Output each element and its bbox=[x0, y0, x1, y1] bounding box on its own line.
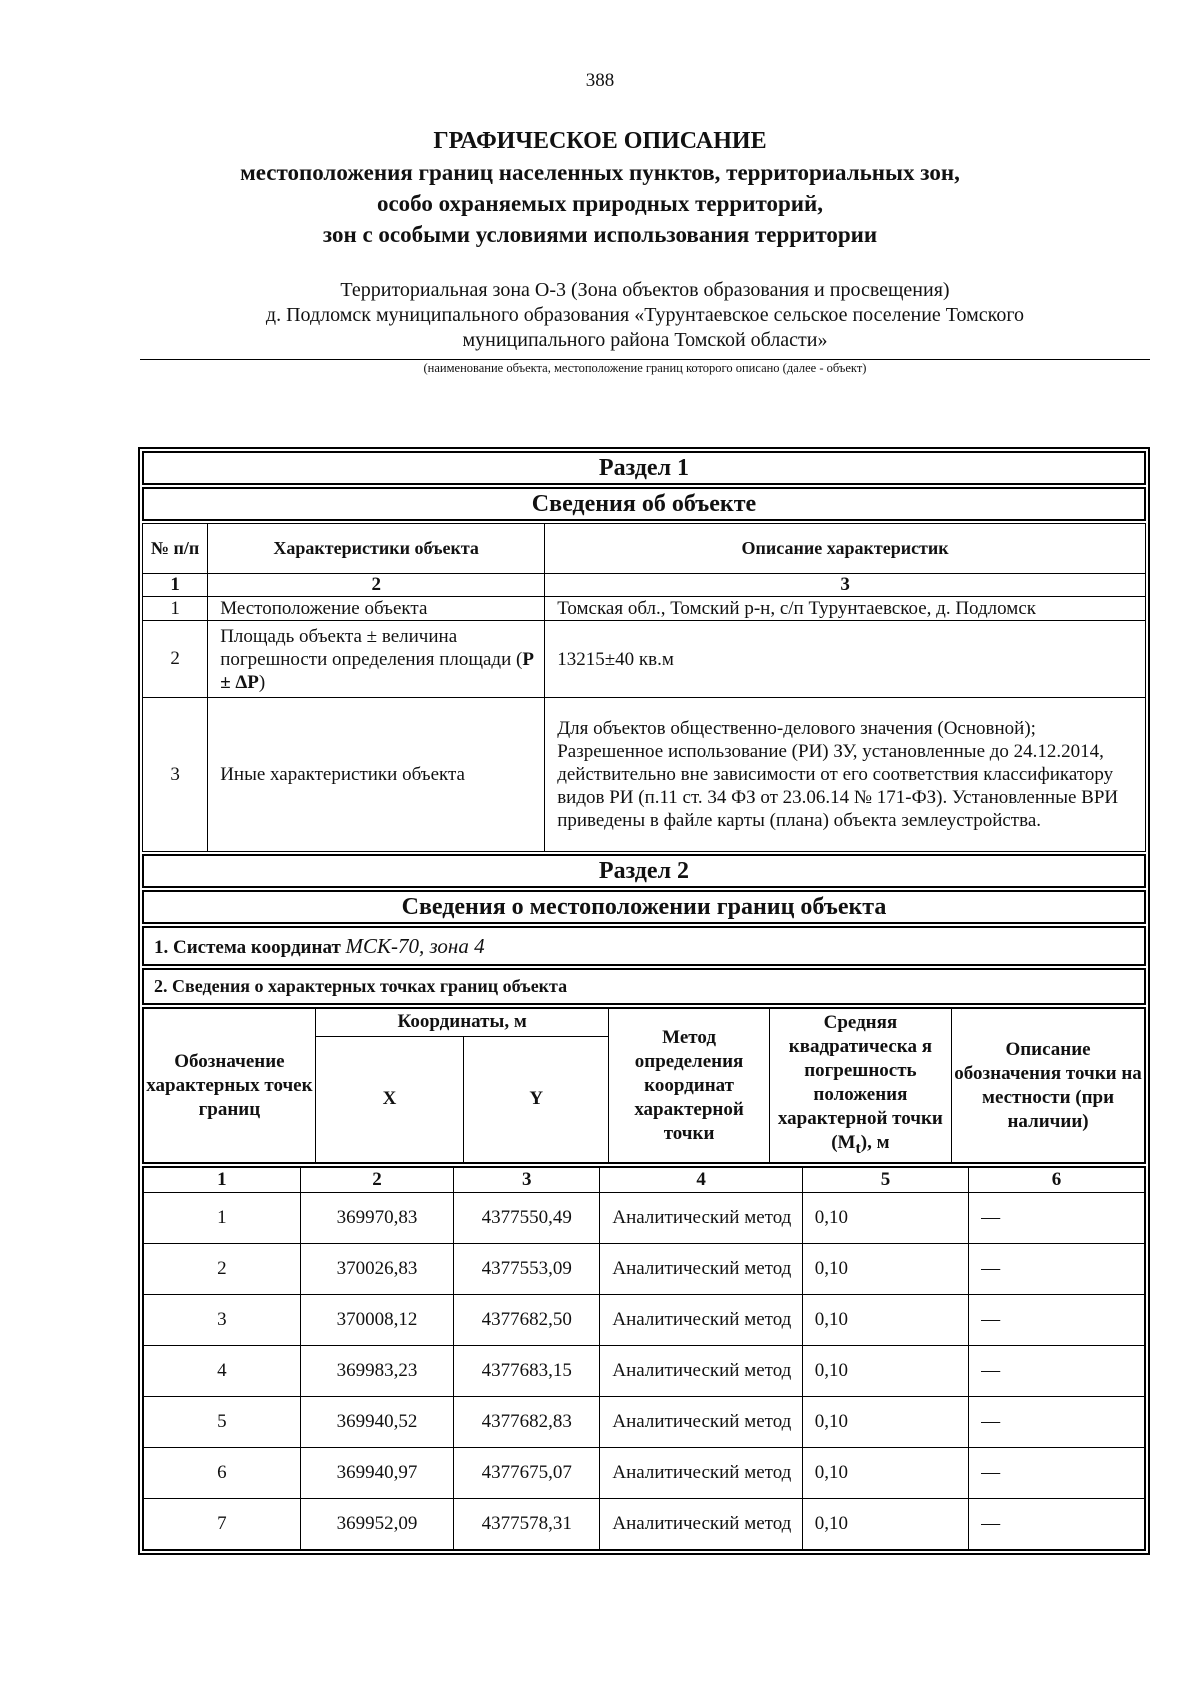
col-number: 6 bbox=[969, 1167, 1145, 1193]
point-error: 0,10 bbox=[802, 1499, 968, 1551]
title-line-2: особо охраняемых природных территорий, bbox=[376, 191, 824, 216]
header-method: Метод определения координат характерной точки bbox=[609, 1008, 769, 1163]
document-title bbox=[0, 125, 1200, 250]
point-method: Аналитический метод bbox=[600, 1244, 802, 1295]
object-name-line-2: д. Подломск муниципального образования «Турунтаевское сельское поселение Томского bbox=[265, 304, 1025, 326]
object-name-line-1: Территориальная зона О-3 (Зона объектов образования и просвещения) bbox=[340, 279, 950, 301]
point-y: 4377550,49 bbox=[454, 1193, 600, 1244]
point-number: 4 bbox=[143, 1346, 300, 1397]
col-number: 3 bbox=[454, 1167, 600, 1193]
header-point: Обозначение характерных точек границ bbox=[143, 1008, 315, 1163]
col-number: 2 bbox=[300, 1167, 453, 1193]
row-num: 3 bbox=[143, 698, 208, 852]
point-method: Аналитический метод bbox=[600, 1397, 802, 1448]
point-number: 2 bbox=[143, 1244, 300, 1295]
section2-title: Раздел 2 bbox=[142, 854, 1146, 888]
row-num: 1 bbox=[143, 597, 208, 621]
object-name-underline bbox=[140, 359, 1150, 360]
col-number: 5 bbox=[802, 1167, 968, 1193]
point-description: — bbox=[969, 1499, 1145, 1551]
point-description: — bbox=[969, 1397, 1145, 1448]
point-method: Аналитический метод bbox=[600, 1295, 802, 1346]
point-description: — bbox=[969, 1244, 1145, 1295]
table-row bbox=[143, 1448, 1145, 1499]
table-row bbox=[143, 1397, 1145, 1448]
header-description: Описание характеристик bbox=[545, 524, 1146, 574]
col-number: 3 bbox=[545, 574, 1146, 597]
col-number: 2 bbox=[208, 574, 545, 597]
point-description: — bbox=[969, 1295, 1145, 1346]
section2-subtitle: Сведения о местоположении границ объекта bbox=[142, 890, 1146, 924]
points-table bbox=[142, 1166, 1146, 1551]
point-x: 369983,23 bbox=[300, 1346, 453, 1397]
header-point-description: Описание обозначения точки на местности (при наличии) bbox=[952, 1008, 1145, 1163]
point-description: — bbox=[969, 1448, 1145, 1499]
point-method: Аналитический метод bbox=[600, 1499, 802, 1551]
point-y: 4377578,31 bbox=[454, 1499, 600, 1551]
point-method: Аналитический метод bbox=[600, 1448, 802, 1499]
table-row bbox=[143, 1499, 1145, 1551]
point-error: 0,10 bbox=[802, 1346, 968, 1397]
header-coordinates: Координаты, м bbox=[315, 1008, 609, 1036]
header-characteristic: Характеристики объекта bbox=[208, 524, 545, 574]
point-y: 4377675,07 bbox=[454, 1448, 600, 1499]
points-table-header bbox=[142, 1007, 1146, 1164]
table-row bbox=[143, 1295, 1145, 1346]
point-number: 1 bbox=[143, 1193, 300, 1244]
title-line-3: зон с особыми условиями использования территории bbox=[322, 222, 878, 247]
section1-title: Раздел 1 bbox=[142, 451, 1146, 485]
page-number: 388 bbox=[585, 70, 615, 91]
object-name bbox=[140, 278, 1150, 353]
table-row bbox=[143, 621, 1146, 698]
row-characteristic: Местоположение объекта bbox=[208, 597, 545, 621]
col-number: 4 bbox=[600, 1167, 802, 1193]
header-x: X bbox=[315, 1036, 463, 1163]
point-error: 0,10 bbox=[802, 1448, 968, 1499]
coordinate-system-value: МСК-70, зона 4 bbox=[345, 934, 485, 958]
point-y: 4377682,50 bbox=[454, 1295, 600, 1346]
row-num: 2 bbox=[143, 621, 208, 698]
point-description: — bbox=[969, 1193, 1145, 1244]
table-row bbox=[143, 1244, 1145, 1295]
coordinate-system bbox=[142, 926, 1146, 966]
row-description: 13215±40 кв.м bbox=[545, 621, 1146, 698]
row-description: Для объектов общественно-делового значения (Основной); Разрешенное использование (РИ) ЗУ, установленные до 24.12.2014, действительно вне зависимости от его соответствия классификатору видов РИ (п.11 ст. 34 ФЗ от 23.06.14 № 171-ФЗ). Установленные ВРИ приведены в файле карты (плана) объекта землеустройства. bbox=[545, 698, 1146, 852]
point-x: 369970,83 bbox=[300, 1193, 453, 1244]
row-characteristic: Площадь объекта ± величина погрешности определения площади (P ± ΔP) bbox=[208, 621, 545, 698]
point-description: — bbox=[969, 1346, 1145, 1397]
point-method: Аналитический метод bbox=[600, 1346, 802, 1397]
header-num: № п/п bbox=[143, 524, 208, 574]
row-characteristic: Иные характеристики объекта bbox=[208, 698, 545, 852]
description-form bbox=[138, 447, 1150, 1555]
header-y: Y bbox=[464, 1036, 609, 1163]
point-y: 4377553,09 bbox=[454, 1244, 600, 1295]
table-row bbox=[143, 1346, 1145, 1397]
table-row bbox=[143, 597, 1146, 621]
header-error: Средняя квадратическа я погрешность положения характерной точки $(M_t)$, м bbox=[769, 1008, 951, 1163]
point-x: 369952,09 bbox=[300, 1499, 453, 1551]
row-description: Томская обл., Томский р-н, с/п Турунтаевское, д. Подломск bbox=[545, 597, 1146, 621]
point-error: 0,10 bbox=[802, 1295, 968, 1346]
point-y: 4377682,83 bbox=[454, 1397, 600, 1448]
coordinate-system-label: 1. Система координат bbox=[154, 937, 341, 958]
point-x: 369940,97 bbox=[300, 1448, 453, 1499]
title-main: ГРАФИЧЕСКОЕ ОПИСАНИЕ bbox=[433, 128, 767, 154]
object-info-table bbox=[142, 523, 1146, 852]
section1-subtitle: Сведения об объекте bbox=[142, 487, 1146, 521]
col-number: 1 bbox=[143, 574, 208, 597]
point-number: 5 bbox=[143, 1397, 300, 1448]
title-line-1: местоположения границ населенных пунктов, территориальных зон, bbox=[240, 160, 960, 185]
point-error: 0,10 bbox=[802, 1193, 968, 1244]
col-number: 1 bbox=[143, 1167, 300, 1193]
point-x: 370026,83 bbox=[300, 1244, 453, 1295]
point-x: 370008,12 bbox=[300, 1295, 453, 1346]
table-row bbox=[143, 698, 1146, 852]
point-error: 0,10 bbox=[802, 1397, 968, 1448]
point-number: 7 bbox=[143, 1499, 300, 1551]
point-number: 6 bbox=[143, 1448, 300, 1499]
point-x: 369940,52 bbox=[300, 1397, 453, 1448]
point-y: 4377683,15 bbox=[454, 1346, 600, 1397]
object-name-caption: (наименование объекта, местоположение границ которого описано (далее - объект) bbox=[423, 361, 867, 375]
table-row bbox=[143, 1193, 1145, 1244]
point-number: 3 bbox=[143, 1295, 300, 1346]
point-method: Аналитический метод bbox=[600, 1193, 802, 1244]
point-error: 0,10 bbox=[802, 1244, 968, 1295]
object-name-line-3: муниципального района Томской области» bbox=[462, 329, 828, 351]
points-heading: 2. Сведения о характерных точках границ объекта bbox=[142, 968, 1146, 1005]
